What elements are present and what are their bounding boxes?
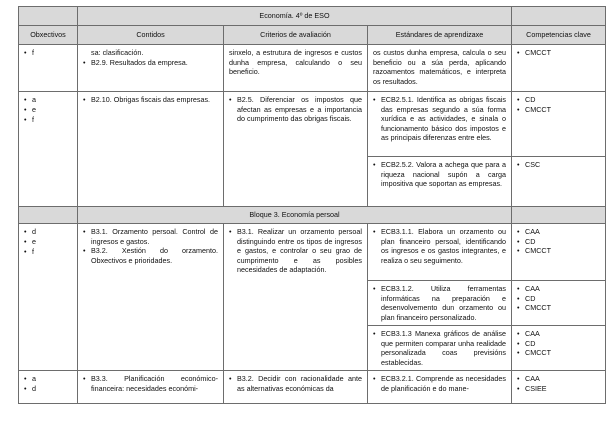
objectives-cell xyxy=(19,371,78,404)
competences-cell xyxy=(512,281,606,326)
criteria-item: • B2.5. Diferenciar os impostos que afectan as empresas e a importancia do cumprimento das obrigas fiscais. xyxy=(229,95,362,124)
criteria-item: • B3.1. Realizar un orzamento persoal distinguindo entre os tipos de ingresos e gastos, e controlar o seu grao de cumprimento e as posibles necesidades de adaptación. xyxy=(229,227,362,275)
objective-item: • f xyxy=(24,115,72,125)
curriculum-table xyxy=(18,6,606,404)
competence-item: • CD xyxy=(517,294,600,304)
title-blank-cell xyxy=(19,7,78,26)
section-blank-cell xyxy=(19,207,78,224)
objective-item: • d xyxy=(24,227,72,237)
header-standards: Estándares de aprendizaxe xyxy=(368,26,512,45)
contents-continuation: sa: clasificación. xyxy=(91,48,144,57)
objective-item: • d xyxy=(24,384,72,394)
objective-item: • a xyxy=(24,374,72,384)
contents-cell xyxy=(78,371,224,404)
standard-item: • ECB3.1.2. Utiliza ferramentas informáticas na preparación e desenvolvemento dun orzamento ou plan financeiro personalizado. xyxy=(373,284,506,322)
document-title: Economía. 4º de ESO xyxy=(78,7,512,26)
block-title: Bloque 3. Economía persoal xyxy=(78,207,512,224)
competence-item: • CMCCT xyxy=(517,348,600,358)
contents-item: • B3.2. Xestión do orzamento. Obxectivos e prioridades. xyxy=(83,246,218,265)
contents-cell xyxy=(78,45,224,92)
objectives-cell xyxy=(19,45,78,92)
competence-item: • CAA xyxy=(517,284,600,294)
header-row xyxy=(19,26,606,45)
table-row xyxy=(19,92,606,157)
standards-cell xyxy=(368,157,512,207)
section-blank-cell xyxy=(512,207,606,224)
section-row xyxy=(19,207,606,224)
contents-item: • B3.3. Planificación económico-financeira: necesidades económi- xyxy=(83,374,218,393)
criteria-item: • B3.2. Decidir con racionalidade ante as alternativas económicas da xyxy=(229,374,362,393)
contents-item: • B2.10. Obrigas fiscais das empresas. xyxy=(83,95,218,105)
competences-cell xyxy=(512,92,606,157)
standards-cell xyxy=(368,224,512,281)
competence-item: • CMCCT xyxy=(517,303,600,313)
objective-item: • f xyxy=(24,247,72,257)
standards-cell xyxy=(368,92,512,157)
table-row xyxy=(19,45,606,92)
criteria-cell xyxy=(224,92,368,207)
objective-item: • e xyxy=(24,237,72,247)
objectives-cell xyxy=(19,92,78,207)
competences-cell xyxy=(512,224,606,281)
standards-cell: os custos dunha empresa, calcula o seu beneficio ou a súa perda, aplicando razoamentos matemáticos, e interpreta os resultados. xyxy=(368,45,512,92)
contents-cell xyxy=(78,92,224,207)
title-blank-cell xyxy=(512,7,606,26)
standards-cell xyxy=(368,326,512,371)
competence-item: • CMCCT xyxy=(517,48,600,58)
standard-item: • ECB2.5.2. Valora a achega que para a riqueza nacional supón a carga impositiva que soportan as empresas. xyxy=(373,160,506,189)
standards-cell xyxy=(368,371,512,404)
title-row xyxy=(19,7,606,26)
standard-item: • ECB3.2.1. Comprende as necesidades de planificación e do mane- xyxy=(373,374,506,393)
contents-cell xyxy=(78,224,224,371)
criteria-cell xyxy=(224,224,368,371)
header-criteria: Criterios de avaliación xyxy=(224,26,368,45)
objective-item: • e xyxy=(24,105,72,115)
competences-cell xyxy=(512,157,606,207)
competence-item: • CAA xyxy=(517,227,600,237)
competence-item: • CD xyxy=(517,237,600,247)
criteria-cell xyxy=(224,371,368,404)
header-competences: Competencias clave xyxy=(512,26,606,45)
header-contents: Contidos xyxy=(78,26,224,45)
table-row xyxy=(19,224,606,281)
objective-item: • a xyxy=(24,95,72,105)
competence-item: • CMCCT xyxy=(517,246,600,256)
competences-cell xyxy=(512,326,606,371)
competence-item: • CAA xyxy=(517,374,600,384)
contents-item: • B3.1. Orzamento persoal. Control de ingresos e gastos. xyxy=(83,227,218,246)
table-row xyxy=(19,371,606,404)
standard-item: • ECB3.1.3 Manexa gráficos de análise que permiten comparar unha realidade personalizada coas previsións establecidas. xyxy=(373,329,506,367)
competence-item: • CD xyxy=(517,95,600,105)
contents-item: • B2.9. Resultados da empresa. xyxy=(83,58,218,68)
standard-item: • ECB2.5.1. Identifica as obrigas fiscais das empresas segundo a súa forma xurídica e as actividades, e sinala o funcionamento básico dos impostos e as principais diferenzas entre eles. xyxy=(373,95,506,143)
header-objectives: Obxectivos xyxy=(19,26,78,45)
criteria-cell: sinxelo, a estrutura de ingresos e custos dunha empresa, calculando o seu beneficio. xyxy=(224,45,368,92)
competences-cell xyxy=(512,45,606,92)
objectives-cell xyxy=(19,224,78,371)
competences-cell xyxy=(512,371,606,404)
standards-cell xyxy=(368,281,512,326)
objective-item: • f xyxy=(24,48,72,58)
standard-item: • ECB3.1.1. Elabora un orzamento ou plan financeiro persoal, identificando os ingresos e os gastos integrantes, e realiza o seu seguimento. xyxy=(373,227,506,265)
competence-item: • CSC xyxy=(517,160,600,170)
competence-item: • CSIEE xyxy=(517,384,600,394)
competence-item: • CMCCT xyxy=(517,105,600,115)
competence-item: • CAA xyxy=(517,329,600,339)
competence-item: • CD xyxy=(517,339,600,349)
